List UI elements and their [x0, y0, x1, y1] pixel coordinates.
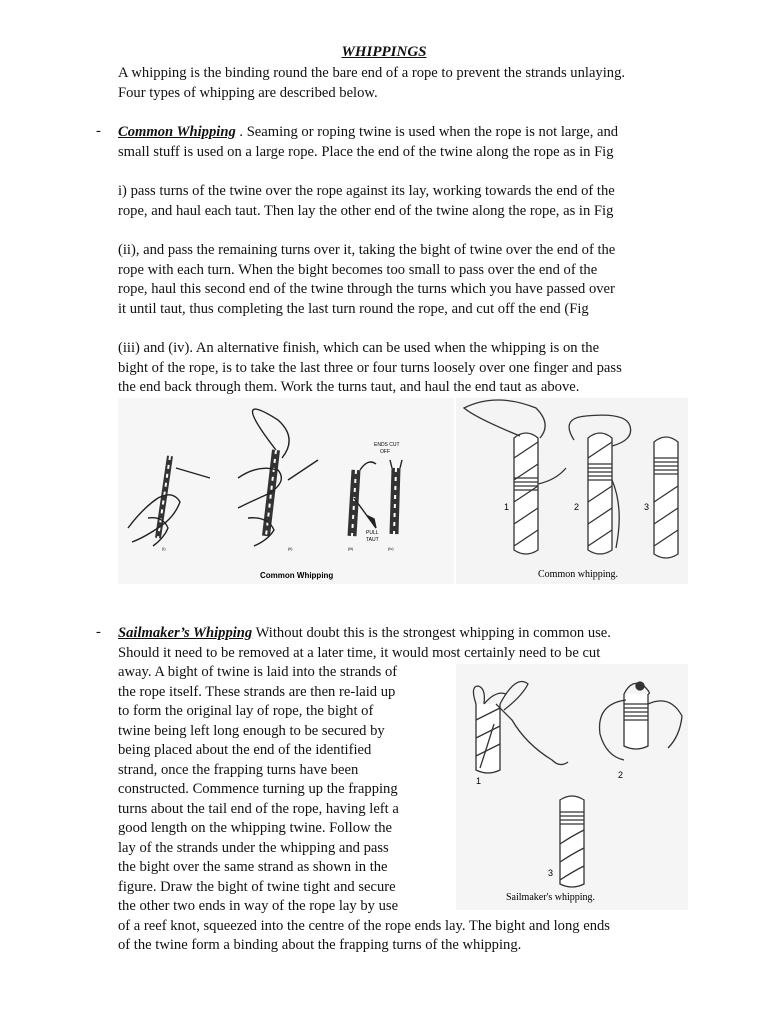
- sailmaker-first-rest: Without doubt this is the strongest whipping in common use.: [252, 625, 611, 641]
- sailmaker-line: of the twine form a binding about the frapping turns of the whipping.: [118, 937, 522, 953]
- figure-caption: Sailmaker's whipping.: [506, 892, 596, 903]
- sailmaker-first-line: [118, 624, 611, 644]
- common-first-line: [118, 123, 618, 143]
- figure-number: 1: [476, 776, 482, 786]
- common-whipping-term: Common Whipping: [118, 124, 236, 140]
- common-line: rope with each turn. When the bight becomes too small to pass over the end of the: [118, 262, 598, 278]
- common-line: rope, haul this second end of the twine through the turns which you have passed over: [118, 281, 615, 297]
- sailmaker-line: lay of the strands under the whipping and pass: [118, 840, 389, 856]
- common-line: (ii), and pass the remaining turns over it, taking the bight of twine over the end of the: [118, 242, 616, 258]
- intro-line: A whipping is the binding round the bare end of a rope to prevent the strands unlaying.: [118, 65, 626, 81]
- common-line: bight of the rope, is to take the last three or four turns loosely over one finger and pass: [118, 360, 622, 376]
- figure-caption: Common whipping.: [538, 569, 619, 580]
- sailmaker-line: figure. Draw the bight of twine tight and secure: [118, 879, 396, 895]
- figure-number: 2: [574, 502, 580, 512]
- ends-cut-label-2: OFF: [380, 449, 390, 455]
- common-line: rope, and haul each taut. Then lay the other end of the twine along the rope, as in Fig: [118, 203, 614, 219]
- sailmaker-whipping-drawing: [456, 664, 688, 910]
- panel-label: (ii): [288, 546, 293, 551]
- sailmaker-line: being placed about the end of the identified: [118, 742, 372, 758]
- common-whipping-figure-left: [118, 398, 454, 584]
- figure-number: 2: [618, 770, 624, 780]
- intro-line: Four types of whipping are described below.: [118, 85, 378, 101]
- panel-label: (iv): [388, 546, 394, 551]
- sailmaker-line: constructed. Commence turning up the frapping: [118, 781, 398, 797]
- figure-caption: Common Whipping: [260, 571, 334, 580]
- common-line: it until taut, thus completing the last turn round the rope, and cut off the end (Fig: [118, 301, 589, 317]
- sailmaker-line: of a reef knot, squeezed into the centre of the rope ends lay. The bight and long ends: [118, 918, 610, 934]
- panel-label: (i): [162, 546, 166, 551]
- common-line: i) pass turns of the twine over the rope against its lay, working towards the end of the: [118, 183, 615, 199]
- sailmaker-line: the bight over the same strand as shown in the: [118, 859, 388, 875]
- panel-label: (iii): [348, 546, 354, 551]
- bullet-dash: -: [96, 123, 101, 139]
- sailmaker-whipping-term: Sailmaker’s Whipping: [118, 625, 253, 641]
- sailmaker-line: away. A bight of twine is laid into the strands of: [118, 664, 398, 680]
- sailmaker-line: twine being left long enough to be secured by: [118, 723, 385, 739]
- pull-taut-label-2: TAUT: [366, 537, 379, 543]
- pull-taut-label: PULL: [366, 530, 379, 536]
- sailmaker-line: the rope itself. These strands are then re-laid up: [118, 684, 396, 700]
- common-line: (iii) and (iv). An alternative finish, which can be used when the whipping is on the: [118, 340, 600, 356]
- sailmaker-line: turns about the tail end of the rope, having left a: [118, 801, 399, 817]
- sailmaker-line: strand, once the frapping turns have been: [118, 762, 359, 778]
- sailmaker-line: the other two ends in way of the rope lay by use: [118, 898, 399, 914]
- common-whipping-figure-right: [456, 398, 688, 584]
- page-title: WHIPPINGS: [341, 44, 427, 60]
- ends-cut-label: ENDS CUT: [374, 442, 400, 448]
- common-whipping-numbered-drawing: [456, 398, 688, 584]
- common-whipping-drawing: [118, 398, 454, 584]
- figure-number: 3: [548, 868, 554, 878]
- figure-number: 3: [644, 502, 650, 512]
- sailmaker-line: good length on the whipping twine. Follow the: [118, 820, 393, 836]
- bullet-dash: -: [96, 624, 101, 640]
- common-line: small stuff is used on a large rope. Place the end of the twine along the rope as in Fig: [118, 144, 614, 160]
- common-first-rest: . Seaming or roping twine is used when the rope is not large, and: [235, 124, 619, 140]
- sailmaker-line: to form the original lay of rope, the bight of: [118, 703, 374, 719]
- common-line: the end back through them. Work the turns taut, and haul the end taut as above.: [118, 379, 580, 395]
- figure-number: 1: [504, 502, 510, 512]
- sailmaker-whipping-figure: [456, 664, 688, 910]
- sailmaker-line: Should it need to be removed at a later time, it would most certainly need to be cut: [118, 645, 601, 661]
